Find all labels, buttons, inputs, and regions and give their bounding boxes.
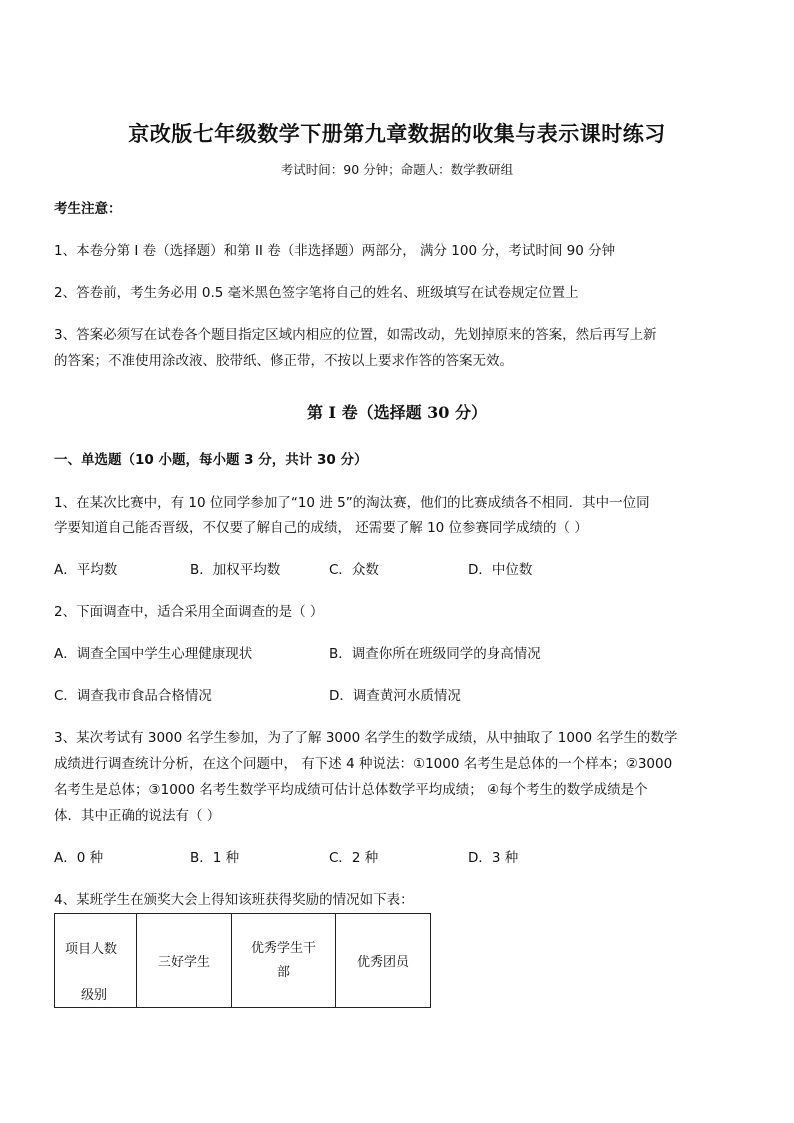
question-1-option-a[interactable]: A．平均数: [54, 562, 118, 578]
question-1-option-d[interactable]: D．中位数: [468, 562, 533, 578]
corner-label-top: 项目人数: [65, 942, 118, 957]
question-1-option-c[interactable]: C．众数: [329, 562, 379, 578]
question-3-option-c[interactable]: C．2 种: [329, 850, 379, 866]
part1-title: 第 I 卷（选择题 30 分）: [306, 403, 488, 422]
table-header-cell: 三好学生: [137, 914, 232, 1008]
question-3-line-3: 名考生是总体；③1000 名考生数学平均成绩可估计总体数学平均成绩； ④每个考生的数学成绩是个: [54, 782, 648, 798]
table-header-cell: 优秀团员: [336, 914, 431, 1008]
table-header-cell: 优秀学生干 部: [232, 914, 336, 1008]
notice-item-2: 2、答卷前，考生务必用 0.5 毫米黑色签字笔将自己的姓名、班级填写在试卷规定位置上: [54, 285, 579, 301]
question-3-option-a[interactable]: A．0 种: [54, 850, 104, 866]
corner-label-bottom: 级别: [81, 988, 108, 1003]
question-3-line-4: 体．其中正确的说法有（ ）: [54, 808, 221, 824]
section-title: 一、单选题（10 小题，每小题 3 分，共计 30 分）: [54, 452, 368, 468]
question-2-option-c[interactable]: C．调查我市食品合格情况: [54, 688, 212, 704]
notice-item-3-line-1: 3、答案必须写在试卷各个题目指定区域内相应的位置，如需改动，先划掉原来的答案，然后再写上新: [54, 327, 657, 343]
question-3-line-2: 成绩进行调查统计分析，在这个问题中， 有下述 4 种说法：①1000 名考生是总体的一个样本；②3000: [54, 756, 673, 772]
award-table: [54, 913, 431, 1008]
question-2-line-1: 2、下面调查中，适合采用全面调查的是（ ）: [54, 604, 324, 620]
notice-item-3-line-2: 的答案；不准使用涂改液、胶带纸、修正带，不按以上要求作答的答案无效。: [54, 353, 513, 369]
notice-item-1: 1、本卷分第 I 卷（选择题）和第 II 卷（非选择题）两部分， 满分 100 分，考试时间 90 分钟: [54, 243, 616, 259]
question-3-option-d[interactable]: D．3 种: [468, 850, 519, 866]
question-2-option-a[interactable]: A．调查全国中学生心理健康现状: [54, 646, 253, 662]
question-1-line-2: 学要知道自己能否晋级，不仅要了解自己的成绩， 还需要了解 10 位参赛同学成绩的（ ）: [54, 520, 588, 536]
question-3-line-1: 3、某次考试有 3000 名学生参加，为了了解 3000 名学生的数学成绩，从中抽取了 1000 名学生的数学: [54, 730, 678, 746]
notice-heading: 考生注意：: [54, 201, 122, 217]
question-1-line-1: 1、在某次比赛中，有 10 位同学参加了“10 进 5”的淘汰赛，他们的比赛成绩各不相同．其中一位同: [54, 495, 650, 511]
exam-meta: 考试时间：90 分钟；命题人：数学教研组: [280, 162, 514, 177]
question-3-option-b[interactable]: B．1 种: [190, 850, 240, 866]
table-row: [55, 914, 431, 1008]
table-corner-cell: [55, 914, 137, 1008]
document-title: 京改版七年级数学下册第九章数据的收集与表示课时练习: [128, 121, 666, 146]
question-4-line-1: 4、某班学生在颁奖大会上得知该班获得奖励的情况如下表：: [54, 892, 414, 908]
question-2-option-d[interactable]: D．调查黄河水质情况: [329, 688, 461, 704]
question-1-option-b[interactable]: B．加权平均数: [190, 562, 281, 578]
question-2-option-b[interactable]: B．调查你所在班级同学的身高情况: [329, 646, 541, 662]
